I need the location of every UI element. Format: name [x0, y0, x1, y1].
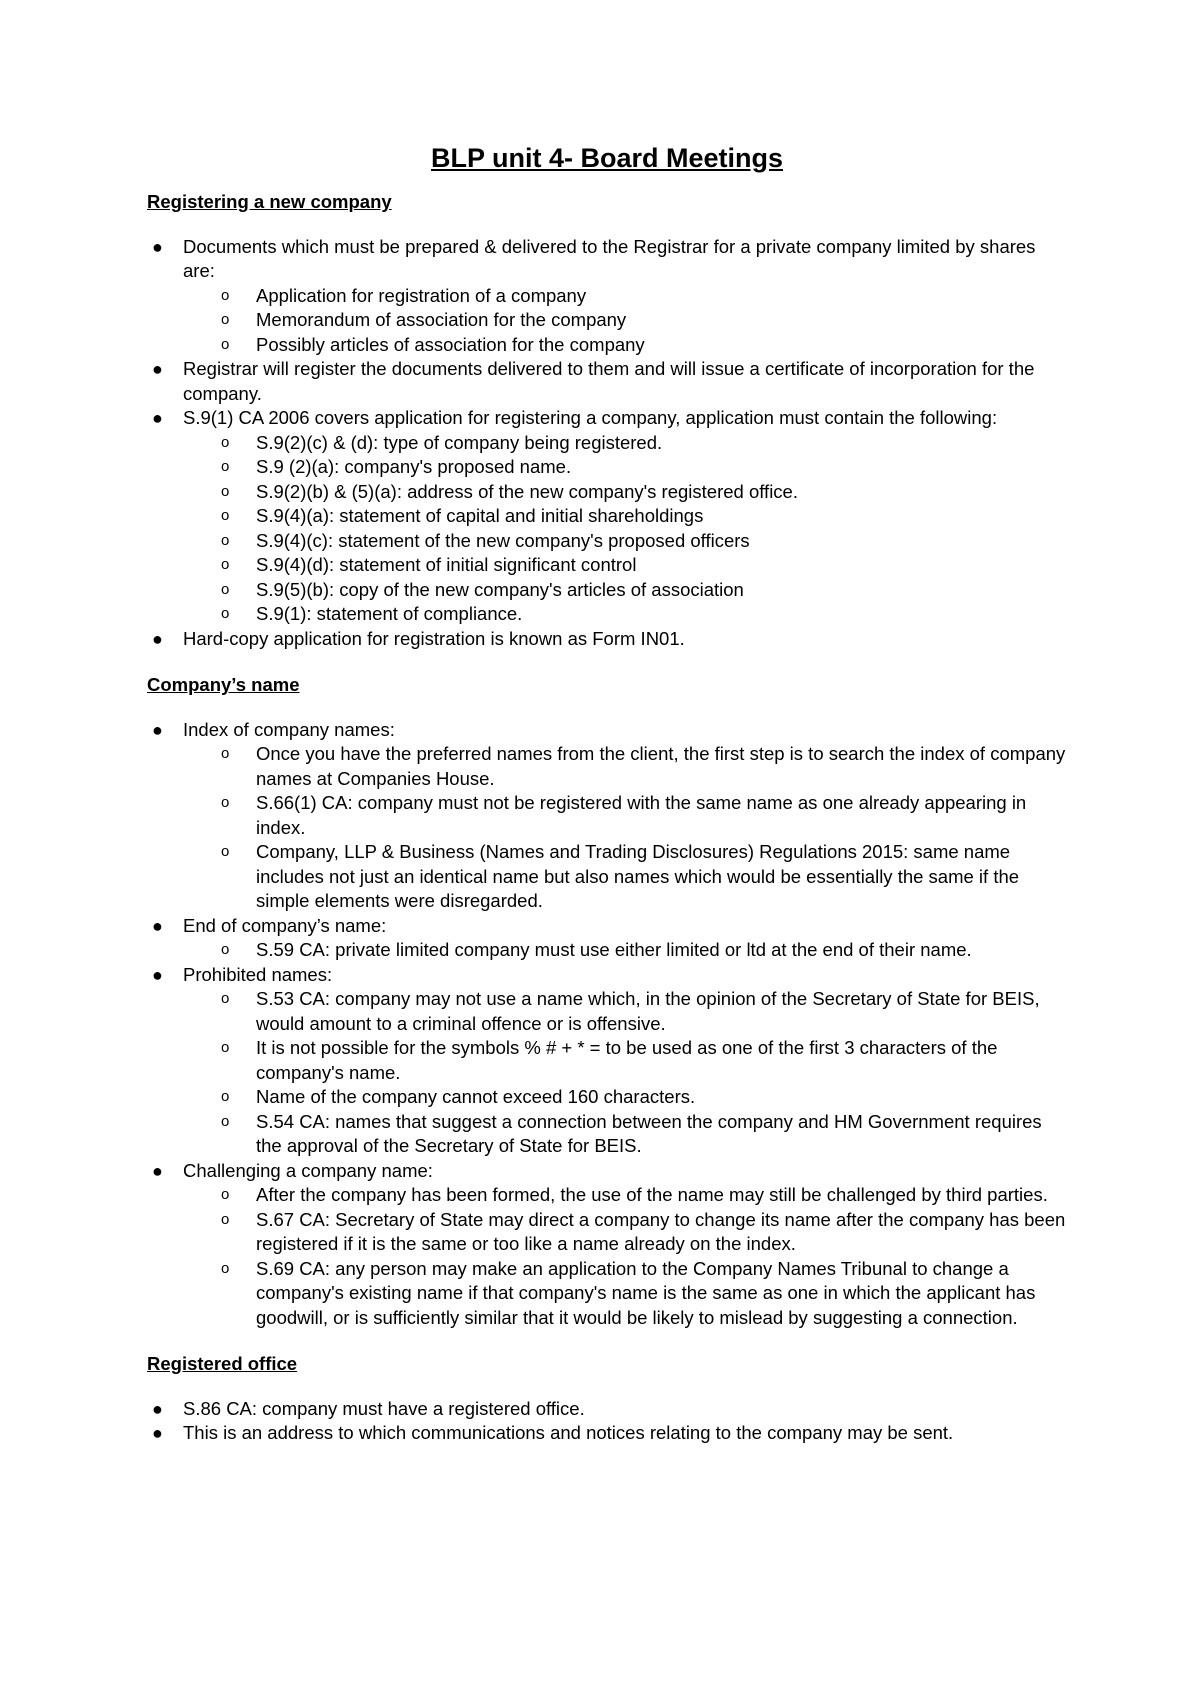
- sub-bullet-text: S.54 CA: names that suggest a connection between the company and HM Government requires the approval of the Secretary of State for BEIS.: [256, 1110, 1042, 1156]
- document-body: [147, 190, 1067, 1446]
- bullet-dot-icon: ●: [152, 1398, 163, 1419]
- bullet-item: [147, 627, 1067, 652]
- circle-bullet-icon: o: [221, 990, 230, 1007]
- bullet-text: Documents which must be prepared & delivered to the Registrar for a private company limited by shares are:: [183, 235, 1036, 281]
- circle-bullet-icon: o: [221, 941, 230, 958]
- bullet-text: Registrar will register the documents delivered to them and will issue a certificate of incorporation for the company.: [183, 358, 1035, 404]
- bullet-dot-icon: ●: [152, 236, 163, 257]
- document-title: BLP unit 4- Board Meetings: [430, 143, 784, 173]
- circle-bullet-icon: o: [221, 1039, 230, 1056]
- sub-bullet-item: [183, 578, 1067, 603]
- bullet-item: [147, 718, 1067, 914]
- sub-bullet-text: S.9(5)(b): copy of the new company's articles of association: [256, 578, 744, 600]
- sub-bullet-text: After the company has been formed, the use of the name may still be challenged by third parties.: [256, 1184, 1048, 1205]
- bullet-text: Index of company names:: [183, 718, 395, 740]
- sub-bullet-item: [183, 480, 1067, 505]
- sub-bullet-item: [183, 1036, 1067, 1085]
- sub-bullet-list: [183, 431, 1067, 627]
- bullet-item: [147, 406, 1067, 627]
- sub-bullet-text: S.9(2)(b) & (5)(a): address of the new company's registered office.: [256, 480, 798, 502]
- bullet-list: [147, 235, 1067, 652]
- circle-bullet-icon: o: [221, 507, 230, 524]
- circle-bullet-icon: o: [221, 1186, 230, 1203]
- sub-bullet-text: S.67 CA: Secretary of State may direct a company to change its name after the company has been registered if it is the same or too like a name already on the index.: [256, 1208, 1066, 1254]
- bullet-item: [147, 357, 1067, 406]
- circle-bullet-icon: o: [221, 1088, 230, 1105]
- circle-bullet-icon: o: [221, 1112, 230, 1130]
- circle-bullet-icon: o: [221, 311, 230, 328]
- sub-bullet-item: [183, 742, 1067, 791]
- sub-bullet-item: [183, 602, 1067, 627]
- sub-bullet-item: [183, 308, 1067, 333]
- sub-bullet-list: [183, 987, 1067, 1159]
- bullet-dot-icon: ●: [152, 628, 163, 649]
- sub-bullet-item: [183, 431, 1067, 456]
- sub-bullet-text: Company, LLP & Business (Names and Trading Disclosures) Regulations 2015: same name includes not just an identical name but also names which would be essentially the same if the simple elements were disregarded.: [256, 841, 1020, 911]
- sub-bullet-item: [183, 504, 1067, 529]
- sub-bullet-text: S.69 CA: any person may make an application to the Company Names Tribunal to change a company's existing name if that company's name is the same as one in which the applicant has goodwill, or is sufficiently similar that it would be likely to mislead by suggesting a connection.: [256, 1257, 1036, 1328]
- sub-bullet-item: [183, 938, 1067, 963]
- bullet-text: Hard-copy application for registration is known as Form IN01.: [183, 627, 685, 649]
- sub-bullet-text: It is not possible for the symbols % # + * = to be used as one of the first 3 characters of the company's name.: [256, 1037, 998, 1083]
- circle-bullet-icon: o: [221, 1259, 230, 1277]
- sub-bullet-item: [183, 553, 1067, 578]
- bullet-item: [147, 914, 1067, 963]
- circle-bullet-icon: o: [221, 458, 230, 475]
- sub-bullet-text: S.9(4)(c): statement of the new company's proposed officers: [256, 529, 750, 551]
- sub-bullet-text: S.9(4)(a): statement of capital and initial shareholdings: [256, 505, 704, 526]
- circle-bullet-icon: o: [221, 531, 230, 549]
- circle-bullet-icon: o: [221, 580, 230, 598]
- bullet-item: [147, 1397, 1067, 1422]
- section-heading: Registered office: [147, 1353, 298, 1374]
- sub-bullet-item: [183, 284, 1067, 309]
- bullet-text: S.9(1) CA 2006 covers application for registering a company, application must contain the following:: [183, 407, 998, 428]
- sub-bullet-text: S.9(1): statement of compliance.: [256, 603, 523, 624]
- circle-bullet-icon: o: [221, 433, 230, 451]
- sub-bullet-list: [183, 1183, 1067, 1330]
- document-page: [147, 140, 1067, 1446]
- bullet-dot-icon: ●: [152, 719, 163, 740]
- circle-bullet-icon: o: [221, 556, 230, 573]
- circle-bullet-icon: o: [221, 605, 230, 622]
- circle-bullet-icon: o: [221, 482, 230, 500]
- section-heading: Registering a new company: [147, 191, 392, 212]
- circle-bullet-icon: o: [221, 843, 230, 860]
- sub-bullet-item: [183, 529, 1067, 554]
- circle-bullet-icon: o: [221, 286, 230, 304]
- bullet-dot-icon: ●: [152, 408, 163, 428]
- circle-bullet-icon: o: [221, 1210, 230, 1228]
- sub-bullet-text: S.9(2)(c) & (d): type of company being registered.: [256, 431, 663, 453]
- sub-bullet-list: [183, 742, 1067, 914]
- sub-bullet-item: [183, 1208, 1067, 1257]
- bullet-item: [147, 963, 1067, 1159]
- circle-bullet-icon: o: [221, 794, 230, 811]
- sub-bullet-text: Application for registration of a company: [256, 284, 587, 306]
- bullet-list: [147, 1397, 1067, 1446]
- bullet-dot-icon: ●: [152, 964, 163, 985]
- bullet-dot-icon: ●: [152, 359, 163, 379]
- sub-bullet-text: S.53 CA: company may not use a name which, in the opinion of the Secretary of State for BEIS, would amount to a criminal offence or is offensive.: [256, 988, 1040, 1034]
- bullet-dot-icon: ●: [152, 915, 163, 936]
- bullet-dot-icon: ●: [152, 1160, 163, 1181]
- sub-bullet-text: Memorandum of association for the company: [256, 309, 627, 330]
- sub-bullet-text: Once you have the preferred names from the client, the first step is to search the index of company names at Companies House.: [256, 743, 1066, 789]
- bullet-text: This is an address to which communications and notices relating to the company may be sent.: [183, 1422, 954, 1443]
- sub-bullet-text: S.9(4)(d): statement of initial significant control: [256, 554, 637, 575]
- sub-bullet-text: Name of the company cannot exceed 160 characters.: [256, 1086, 696, 1107]
- bullet-text: End of company’s name:: [183, 914, 387, 936]
- circle-bullet-icon: o: [221, 335, 230, 353]
- bullet-dot-icon: ●: [152, 1423, 163, 1443]
- sub-bullet-item: [183, 333, 1067, 358]
- bullet-item: [147, 235, 1067, 358]
- sub-bullet-item: [183, 987, 1067, 1036]
- bullet-item: [147, 1159, 1067, 1331]
- sub-bullet-text: Possibly articles of association for the company: [256, 333, 645, 355]
- bullet-text: Prohibited names:: [183, 963, 333, 985]
- sub-bullet-item: [183, 455, 1067, 480]
- sub-bullet-text: S.66(1) CA: company must not be registered with the same name as one already appearing in index.: [256, 792, 1027, 838]
- section-heading: Company’s name: [147, 674, 300, 695]
- sub-bullet-text: S.9 (2)(a): company's proposed name.: [256, 456, 572, 477]
- sub-bullet-list: [183, 938, 1067, 963]
- sub-bullet-item: [183, 791, 1067, 840]
- sub-bullet-item: [183, 1257, 1067, 1331]
- sub-bullet-text: S.59 CA: private limited company must use either limited or ltd at the end of their name.: [256, 939, 972, 960]
- sub-bullet-item: [183, 1183, 1067, 1208]
- bullet-text: S.86 CA: company must have a registered office.: [183, 1397, 585, 1419]
- bullet-text: Challenging a company name:: [183, 1159, 433, 1181]
- bullet-item: [147, 1421, 1067, 1446]
- sub-bullet-item: [183, 840, 1067, 914]
- sub-bullet-item: [183, 1110, 1067, 1159]
- bullet-list: [147, 718, 1067, 1331]
- sub-bullet-item: [183, 1085, 1067, 1110]
- circle-bullet-icon: o: [221, 745, 230, 762]
- sub-bullet-list: [183, 284, 1067, 358]
